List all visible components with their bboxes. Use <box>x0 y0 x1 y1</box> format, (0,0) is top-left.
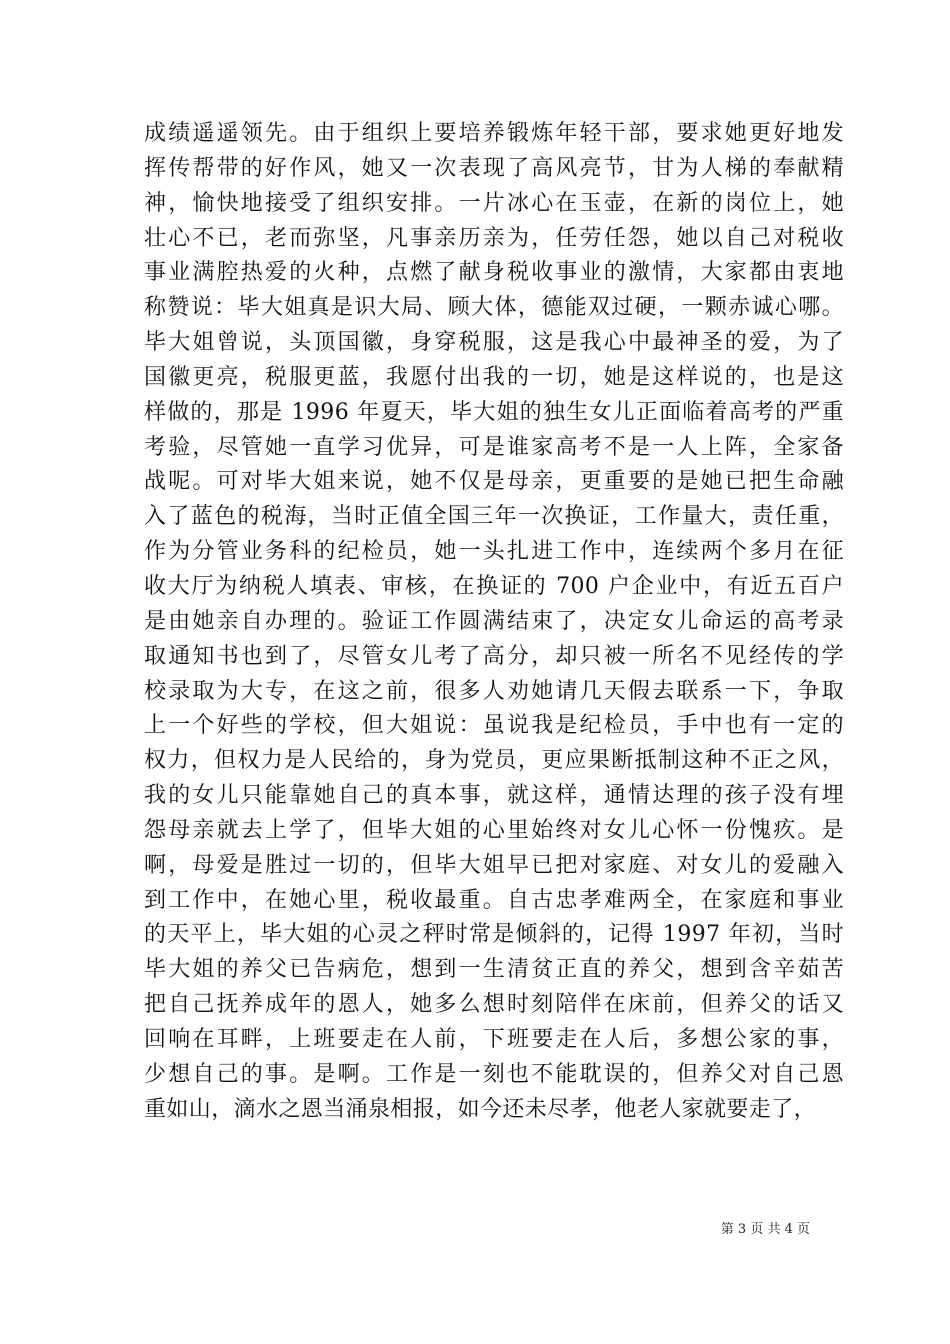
text-line: 神，愉快地接受了组织安排。一片冰心在玉壶，在新的岗位上，她 <box>144 190 844 216</box>
text-line: 把自己抚养成年的恩人，她多么想时刻陪伴在床前，但养父的话又 <box>144 992 844 1018</box>
text-line: 回响在耳畔，上班要走在人前，下班要走在人后，多想公家的事， <box>144 1026 844 1052</box>
text-line: 壮心不已，老而弥坚，凡事亲历亲为，任劳任怨，她以自己对税收 <box>144 225 844 251</box>
text-line: 战呢。可对毕大姐来说，她不仅是母亲，更重要的是她已把生命融 <box>144 469 844 495</box>
text-line: 毕大姐曾说，头顶国徽，身穿税服，这是我心中最神圣的爱，为了 <box>144 330 844 356</box>
text-line: 考验，尽管她一直学习优异，可是谁家高考不是一人上阵，全家备 <box>144 434 844 460</box>
text-line: 毕大姐的养父已告病危，想到一生清贫正直的养父，想到含辛茹苦 <box>144 957 844 983</box>
text-line: 挥传帮带的好作风，她又一次表现了高风亮节，甘为人梯的奉献精 <box>144 155 844 181</box>
text-line: 入了蓝色的税海，当时正值全国三年一次换证，工作量大，责任重， <box>144 504 844 530</box>
text-line: 的天平上，毕大姐的心灵之秤时常是倾斜的，记得 1997 年初，当时 <box>144 922 844 948</box>
text-line: 作为分管业务科的纪检员，她一头扎进工作中，连续两个多月在征 <box>144 539 844 565</box>
text-line: 权力，但权力是人民给的，身为党员，更应果断抵制这种不正之风， <box>144 748 844 774</box>
text-line: 少想自己的事。是啊。工作是一刻也不能耽误的，但养父对自己恩 <box>144 1061 844 1087</box>
text-line: 事业满腔热爱的火种，点燃了献身税收事业的激情，大家都由衷地 <box>144 260 844 286</box>
text-line: 收大厅为纳税人填表、审核，在换证的 700 户企业中，有近五百户 <box>144 573 844 599</box>
text-line: 上一个好些的学校，但大姐说：虽说我是纪检员，手中也有一定的 <box>144 713 844 739</box>
text-line: 校录取为大专，在这之前，很多人劝她请几天假去联系一下，争取 <box>144 678 844 704</box>
page-number: 第 3 页 共 4 页 <box>720 1222 810 1237</box>
text-line: 啊，母爱是胜过一切的，但毕大姐早已把对家庭、对女儿的爱融入 <box>144 852 844 878</box>
text-line: 怨母亲就去上学了，但毕大姐的心里始终对女儿心怀一份愧疚。是 <box>144 817 844 843</box>
body-text <box>144 117 844 1127</box>
text-line: 到工作中，在她心里，税收最重。自古忠孝难两全，在家庭和事业 <box>144 887 844 913</box>
text-line: 重如山，滴水之恩当涌泉相报，如今还未尽孝，他老人家就要走了， <box>144 1096 817 1122</box>
text-line: 是由她亲自办理的。验证工作圆满结束了，决定女儿命运的高考录 <box>144 608 844 634</box>
text-line: 取通知书也到了，尽管女儿考了高分，却只被一所名不见经传的学 <box>144 643 844 669</box>
text-line: 称赞说：毕大姐真是识大局、顾大体，德能双过硬，一颗赤诚心哪。 <box>144 295 844 321</box>
text-line: 我的女儿只能靠她自己的真本事，就这样，通情达理的孩子没有埋 <box>144 783 844 809</box>
text-line: 国徽更亮，税服更蓝，我愿付出我的一切，她是这样说的，也是这 <box>144 364 844 390</box>
text-line: 样做的，那是 1996 年夏天，毕大姐的独生女儿正面临着高考的严重 <box>144 399 844 425</box>
text-line: 成绩遥遥领先。由于组织上要培养锻炼年轻干部，要求她更好地发 <box>144 121 844 146</box>
